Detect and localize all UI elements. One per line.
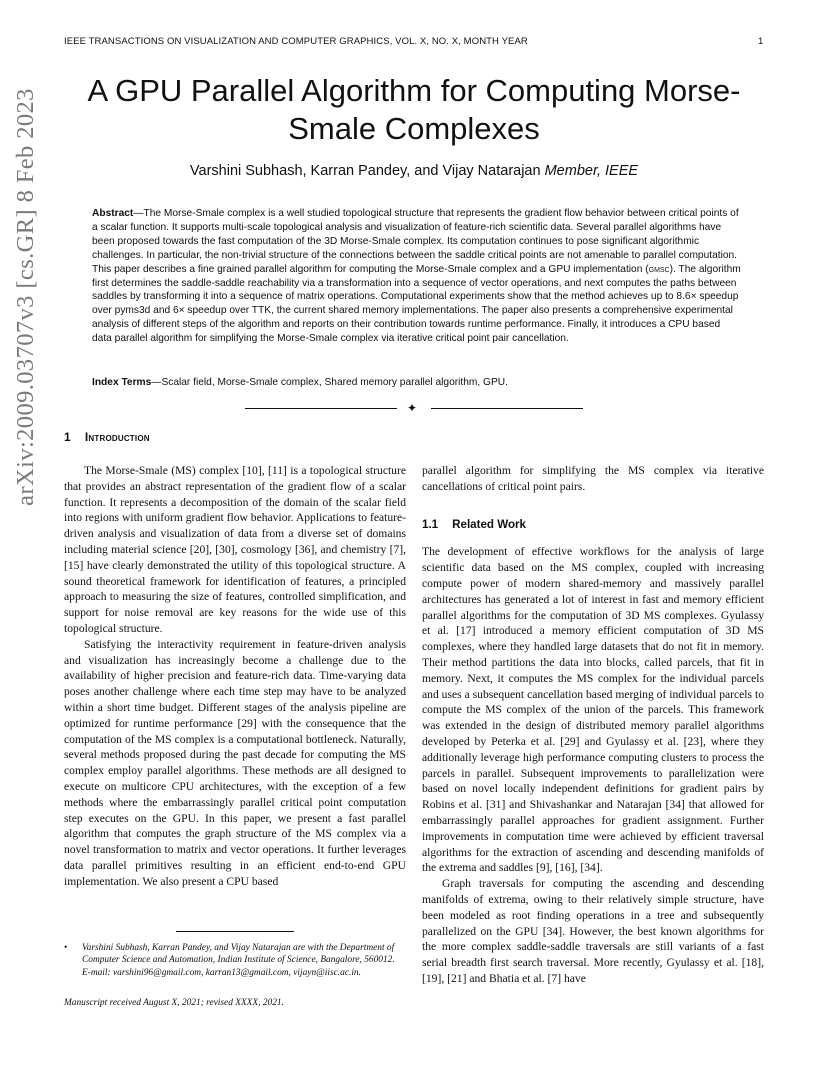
abstract-text-1: —The Morse-Smale complex is a well studied topological structure that represents the gradient flow behavior between critical points of a scalar function. It supports multi-scale topological analysis and visualization of feature-rich scientific data. Several parallel algorithms have been proposed towards the fast computation of the 3D Morse-Smale complex. Its computation continues to pose significant algorithmic challenges. In particular, the non-trivial structure of the connections between the saddle critical points are not amenable to parallel computation. This paper describes a fine grained parallel algorithm for computing the Morse-Smale complex and a GPU implementation ( bbox=[92, 208, 739, 275]
body-paragraph: The development of effective workflows for the analysis of large scientific data based on the MS complex, coupled with increasing compute power of modern shared-memory and massively parallel architectures has generated a lot of interest in fast and memory efficient parallel algorithms for the computation of 3D MS complexes. Gyulassy et al. [17] introduced a memory efficient computation of 3D MS complexes, where they handled large datasets that do not fit in memory. Their method partitions the data into blocks, called parcels, that fit in memory. Next, it computes the MS complex for the individual parcels and uses a subsequent cancellation based merging of individual parcels to compute the MS complex of the union of the parcels. This framework was extended in the design of distributed memory parallel algorithms developed by Peterka et al. [29] and Gyulassy et al. [23], where they additionally leverage high performance computing clusters to process the parcels in parallel. Subsequent improvements to parallelization were based on novel locally independent definitions for gradient pairs by Robins et al. [31] and Shivashankar and Natarajan [34] that allowed for embarrassingly parallel approaches for gradient assignment. Further improvements in computation time were achieved by efficient traversal algorithms for the extraction of ascending and descending manifolds of the extrema and saddles [9], [16], [34]. bbox=[422, 545, 764, 875]
footnote-email: E-mail: varshini96@gmail.com, karran13@gmail.com, vijayn@iisc.ac.in. bbox=[82, 967, 361, 978]
abstract-acronym: gmsc bbox=[648, 263, 670, 275]
paper-title: A GPU Parallel Algorithm for Computing Morse-Smale Complexes bbox=[87, 73, 741, 146]
page-number: 1 bbox=[758, 36, 764, 47]
author-names: Varshini Subhash, Karran Pandey, and Vijay Natarajan bbox=[189, 163, 541, 179]
divider-line-right bbox=[431, 408, 583, 409]
left-column bbox=[64, 463, 406, 890]
divider-line-left bbox=[245, 408, 397, 409]
index-terms-text: —Scalar field, Morse-Smale complex, Shared memory parallel algorithm, GPU. bbox=[151, 377, 508, 388]
manuscript-note: Manuscript received August X, 2021; revised XXXX, 2021. bbox=[64, 998, 284, 1008]
subsection-title: Related Work bbox=[452, 517, 527, 531]
footnote-rule bbox=[176, 931, 294, 932]
section-divider bbox=[245, 403, 583, 415]
author-footnote bbox=[64, 942, 406, 979]
footnote-affiliation: Varshini Subhash, Karran Pandey, and Vijay Natarajan are with the Department of Computer Science and Automation, Indian Institute of Science, Bangalore, 560012. bbox=[82, 943, 395, 966]
body-paragraph: The Morse-Smale (MS) complex [10], [11] is a topological structure that provides an abstract representation of the gradient flow of a scalar function. It represents a decomposition of the domain of the scalar field into regions with uniform gradient flow behavior. Applications to feature-driven analysis and visualization of data from a diverse set of domains including material science [20], [30], cosmology [36], and chemistry [7], [15] have clearly demonstrated the utility of this topological structure. A sound theoretical framework for identification of features, a principled approach to measuring the size of features, controlled simplification, and support for noise removal are key reasons for the wide use of this topological structure. bbox=[64, 464, 406, 635]
author-line bbox=[64, 163, 764, 179]
divider-diamond-icon: ✦ bbox=[407, 401, 418, 415]
body-paragraph-continued: parallel algorithm for simplifying the MS complex via iterative cancellations of critical point pairs. bbox=[422, 464, 764, 493]
author-membership: Member, IEEE bbox=[544, 163, 639, 179]
abstract-label: Abstract bbox=[92, 208, 134, 219]
body-paragraph: Graph traversals for computing the ascending and descending manifolds of extrema, owing to their relatively simple structure, have been modeled as root finding operations in a tree and subsequently parallelized on the GPU [34]. However, the best known algorithms for the more complex saddle-saddle traversals are still variants of a fast serial breadth first search traversal. More recently, Gyulassy et al. [18], [19], [21] and Bhatia et al. [7] have bbox=[422, 877, 764, 985]
footnote-bullet-icon: • bbox=[64, 943, 68, 953]
right-column bbox=[422, 463, 764, 987]
index-terms bbox=[92, 376, 742, 390]
index-terms-label: Index Terms bbox=[92, 377, 152, 388]
section-heading bbox=[64, 430, 150, 444]
body-paragraph: Satisfying the interactivity requirement in feature-driven analysis and visualization has increasingly become a challenge due to the availability of higher precision and feature-rich data. Time-varying data poses another challenge where each time step may have to be analyzed within a short time budget. Different stages of the analysis pipeline are optimized for runtime performance [29] with the consequence that the computation of the MS complex is a computational bottleneck. Naturally, several methods proposed during the past decade for computing the MS complex employ parallel algorithms. These methods are all designed to execute on multicore CPU architectures, with the exception of a few methods where the embarrassingly parallel critical point computation step executes on the GPU. In this paper, we present a fast parallel algorithm that computes the graph structure of the MS complex via a novel transformation to matrix and vector operations. It further leverages data parallel primitives resulting in an efficient end-to-end GPU implementation. We also present a CPU based bbox=[64, 637, 406, 888]
abstract-text-2: ). The algorithm first determines the saddle-saddle reachability via a transformation into a sequence of vector operations, and next computes the paths between saddles by transforming it into a sequence of matrix operations. Computational experiments show that the method achieves up to 8.6× speedup over pyms3d and 6× speedup over TTK, the current shared memory implementations. The paper also presents a comprehensive experimental analysis of different steps of the algorithm and reports on their contribution towards runtime performance. Finally, it introduces a CPU based data parallel algorithm for simplifying the Morse-Smale complex via iterative critical point pair cancellation. bbox=[92, 263, 741, 345]
subsection-heading bbox=[422, 517, 764, 533]
abstract bbox=[92, 207, 742, 346]
arxiv-stamp: arXiv:2009.03707v3 [cs.GR] 8 Feb 2023 bbox=[12, 88, 39, 506]
running-head: IEEE TRANSACTIONS ON VISUALIZATION AND COMPUTER GRAPHICS, VOL. X, NO. X, MONTH YEAR bbox=[64, 36, 528, 47]
subsection-number: 1.1 bbox=[422, 517, 439, 531]
section-title: Introduction bbox=[84, 430, 150, 444]
section-number: 1 bbox=[64, 430, 71, 444]
